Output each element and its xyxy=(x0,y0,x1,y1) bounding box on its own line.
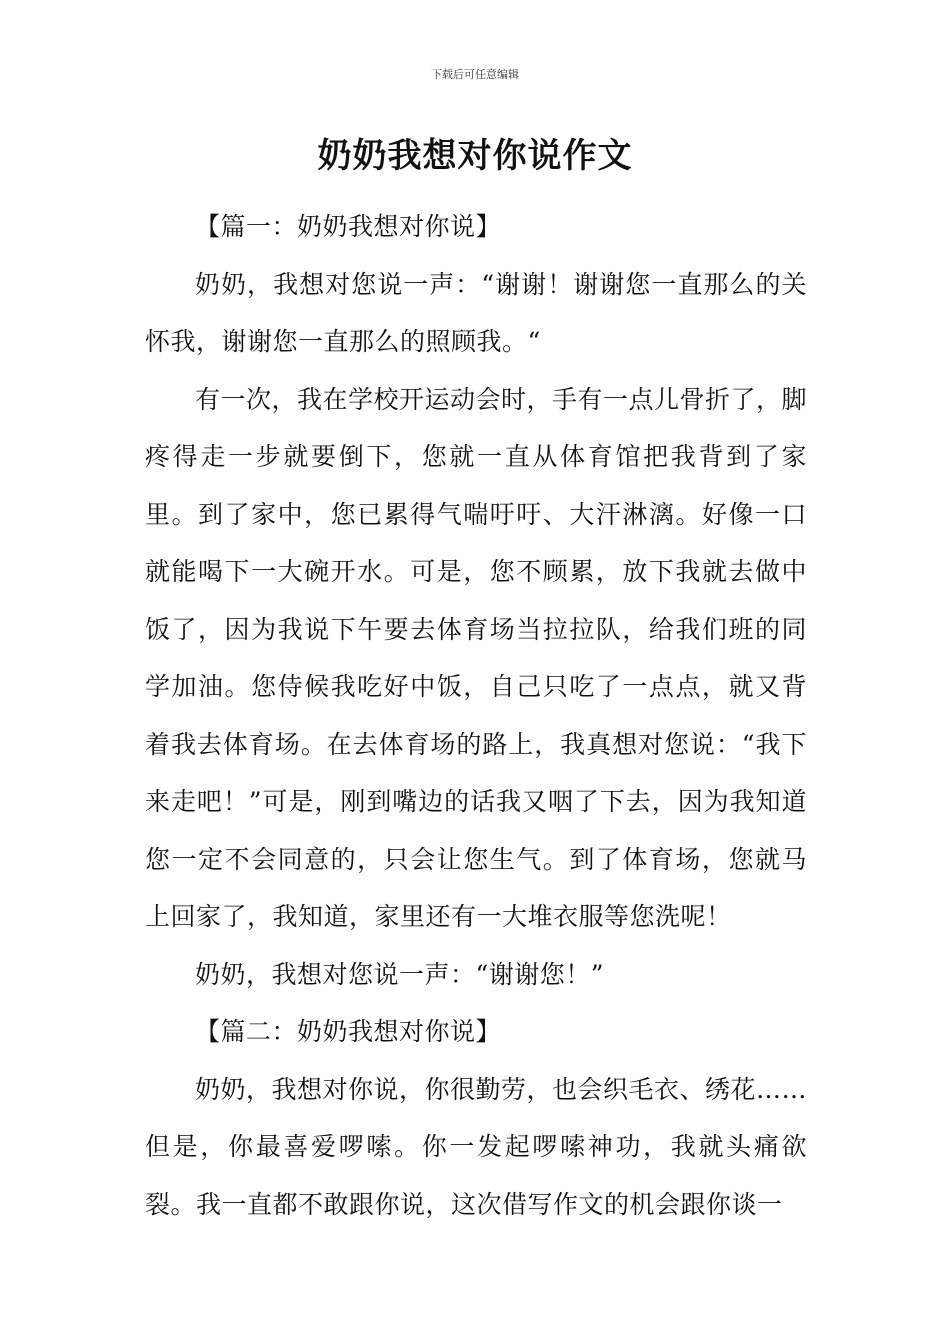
paragraph: 奶奶，我想对你说，你很勤劳，也会织毛衣、绣花……但是，你最喜爱啰嗦。你一发起啰嗦神功，我就头痛欲裂。我一直都不敢跟你说，这次借写作文的机会跟你谈一 xyxy=(145,1074,808,1219)
document-title: 奶奶我想对你说作文 xyxy=(317,136,633,176)
section-heading-2: 【篇二：奶奶我想对你说】 xyxy=(195,1017,502,1046)
paragraph: 有一次，我在学校开运动会时，手有一点儿骨折了，脚疼得走一步就要倒下，您就一直从体育馆把我背到了家里。到了家中，您已累得气喘吁吁、大汗淋漓。好像一口就能喝下一大碗开水。可是，您不顾累，放下我就去做中饭了，因为我说下午要去体育场当拉拉队，给我们班的同学加油。您侍候我吃好中饭，自己只吃了一点点，就又背着我去体育场。在去体育场的路上，我真想对您说：“我下来走吧！”可是，刚到嘴边的话我又咽了下去，因为我知道您一定不会同意的，只会让您生气。到了体育场，您就马上回家了，我知道，家里还有一大堆衣服等您洗呢！ xyxy=(145,384,808,931)
section-heading-1: 【篇一：奶奶我想对你说】 xyxy=(195,212,502,241)
paragraph: 奶奶，我想对您说一声：“谢谢您！” xyxy=(195,959,605,989)
header-note: 下载后可任意编辑 xyxy=(431,68,519,81)
document-body xyxy=(145,198,807,1233)
paragraph: 奶奶，我想对您说一声：“谢谢！谢谢您一直那么的关怀我，谢谢您一直那么的照顾我。“ xyxy=(145,269,807,356)
